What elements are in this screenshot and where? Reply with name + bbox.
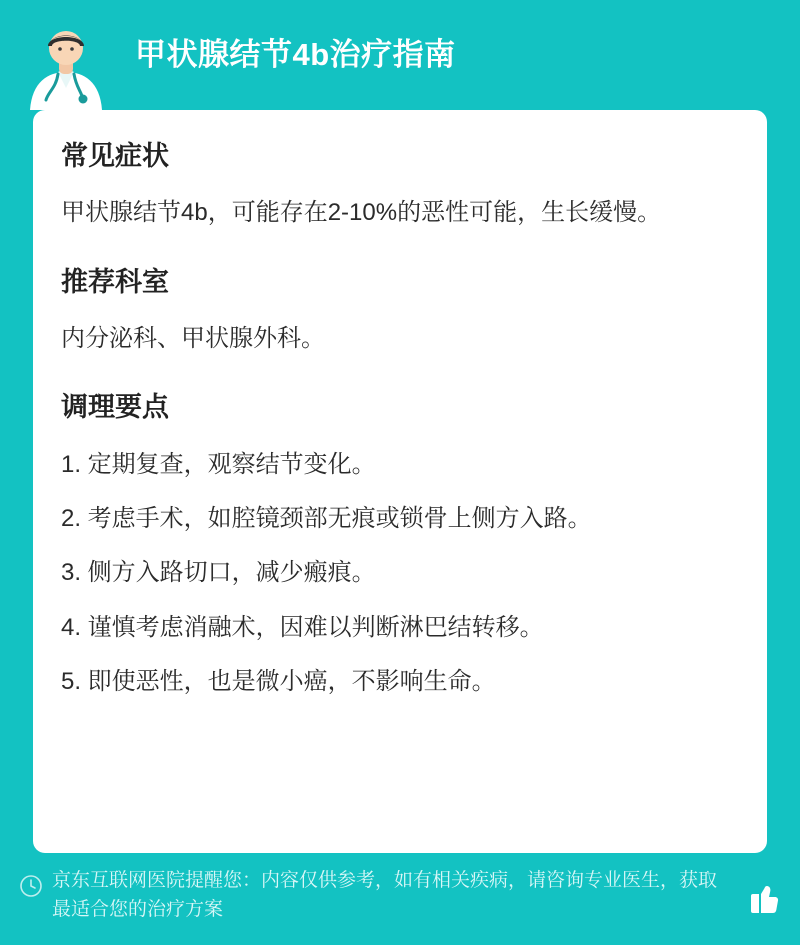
section-heading-symptoms: 常见症状 — [61, 141, 169, 171]
list-item: 2. 考虑手术，如腔镜颈部无痕或锁骨上侧方入路。 — [61, 504, 592, 532]
list-item: 1. 定期复查，观察结节变化。 — [61, 450, 376, 478]
footer-disclaimer: 京东互联网医院提醒您：内容仅供参考，如有相关疾病，请咨询专业医生，获取最适合您的治疗方案 — [52, 870, 718, 920]
doctor-avatar-icon — [18, 22, 114, 110]
section-text-department: 内分泌科、甲状腺外科。 — [61, 324, 325, 352]
list-item: 5. 即使恶性，也是微小癌，不影响生命。 — [61, 668, 496, 696]
page-header — [0, 0, 800, 110]
page-footer — [0, 853, 800, 945]
section-heading-care-points: 调理要点 — [61, 392, 169, 423]
section-text-symptoms: 甲状腺结节4b，可能存在2-10%的恶性可能，生长缓慢。 — [61, 199, 662, 227]
content-card — [33, 110, 767, 853]
list-item: 3. 侧方入路切口，减少瘢痕。 — [61, 559, 376, 587]
list-item: 4. 谨慎考虑消融术，因难以判断淋巴结转移。 — [61, 613, 544, 641]
care-points-list — [61, 446, 739, 702]
page-title: 甲状腺结节4b治疗指南 — [135, 37, 456, 73]
clock-icon — [18, 873, 44, 899]
thumbs-up-icon[interactable] — [740, 875, 784, 919]
section-heading-department: 推荐科室 — [61, 266, 169, 297]
